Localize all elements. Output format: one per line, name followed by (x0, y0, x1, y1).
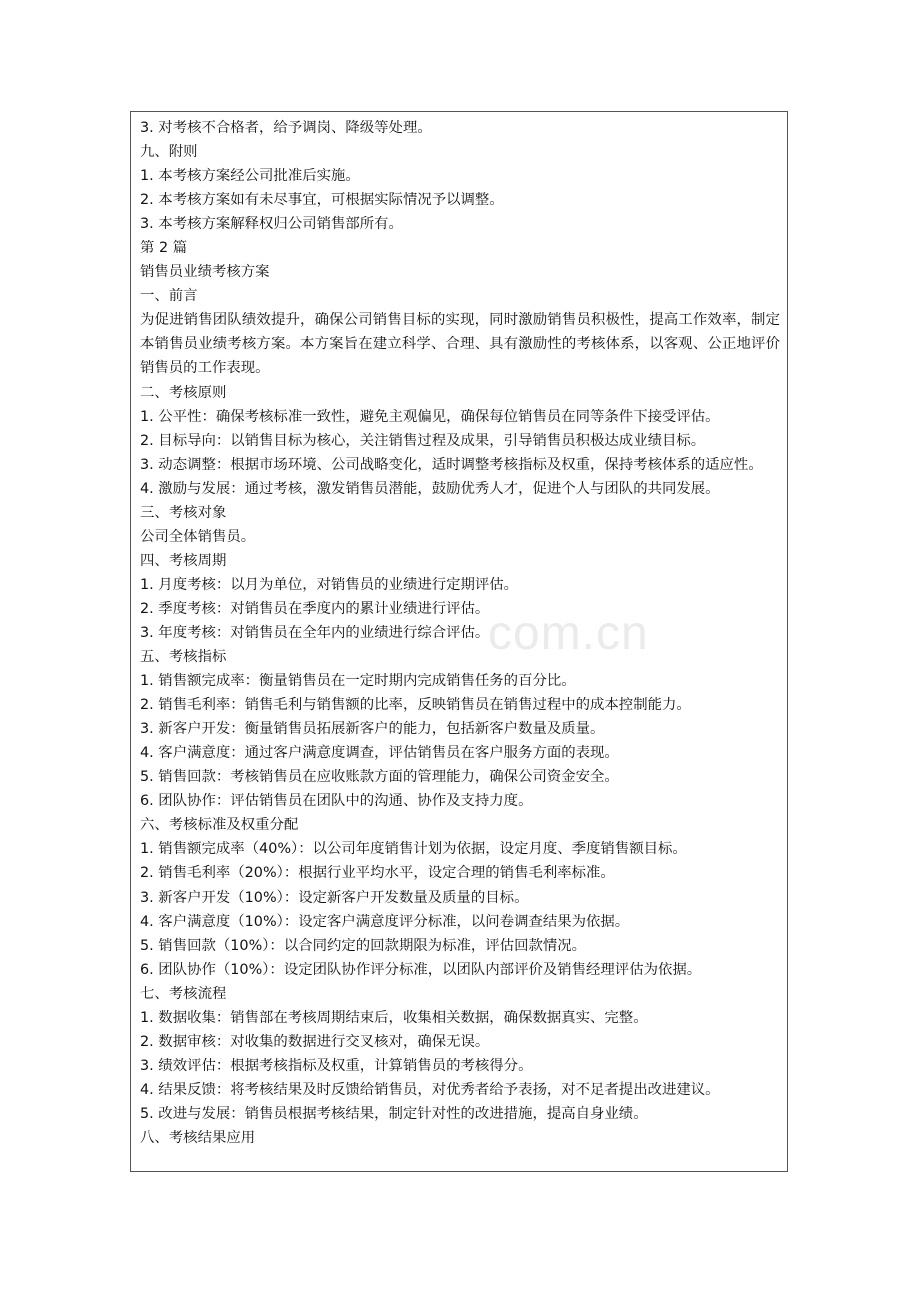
document-title: 销售员业绩考核方案 (140, 264, 270, 281)
text-line: 公司全体销售员。 (140, 528, 256, 545)
text-line: 2. 销售毛利率：销售毛利与销售额的比率，反映销售员在销售过程中的成本控制能力。 (140, 697, 691, 714)
text-line: 4. 客户满意度：通过客户满意度调查，评估销售员在客户服务方面的表现。 (140, 745, 619, 762)
part-number: 第 2 篇 (140, 240, 188, 257)
paragraph: 3. 动态调整：根据市场环境、公司战略变化，适时调整考核指标及权重，保持考核体系的适应性。 (140, 456, 763, 473)
text-line: 2. 目标导向：以销售目标为核心，关注销售过程及成果，引导销售员积极达成业绩目标。 (140, 432, 706, 449)
text-line: 6. 团队协作（10%）：设定团队协作评分标准，以团队内部评价及销售经理评估为依据。 (140, 961, 702, 978)
paragraph: 为促进销售团队绩效提升，确保公司销售目标的实现，同时激励销售员积极性，提高工作效率，制定本销售员业绩考核方案。本方案旨在建立科学、合理、具有激励性的考核体系，以客观、公正地评价销售员的工作表现。 (140, 312, 780, 377)
text-line: 1. 月度考核：以月为单位，对销售员的业绩进行定期评估。 (140, 576, 519, 593)
text-line: 4. 客户满意度（10%）：设定客户满意度评分标准，以问卷调查结果为依据。 (140, 913, 630, 930)
section-heading: 九、附则 (140, 144, 198, 161)
text-line: 1. 销售额完成率：衡量销售员在一定时期内完成销售任务的百分比。 (140, 673, 576, 690)
text-line: 5. 销售回款（10%）：以合同约定的回款期限为标准，评估回款情况。 (140, 937, 587, 954)
section-heading: 三、考核对象 (140, 504, 227, 521)
text-line: 1. 销售额完成率（40%）：以公司年度销售计划为依据，设定月度、季度销售额目标。 (140, 841, 687, 858)
section-heading: 七、考核流程 (140, 985, 227, 1002)
text-line: 3. 绩效评估：根据考核指标及权重，计算销售员的考核得分。 (140, 1057, 533, 1074)
section-heading: 六、考核标准及权重分配 (140, 817, 299, 834)
section-heading: 八、考核结果应用 (140, 1129, 256, 1146)
text-line: 4. 激励与发展：通过考核，激发销售员潜能，鼓励优秀人才，促进个人与团队的共同发展。 (140, 480, 720, 497)
text-line: 5. 改进与发展：销售员根据考核结果，制定针对性的改进措施，提高自身业绩。 (140, 1105, 648, 1122)
text-line: 2. 本考核方案如有未尽事宜，可根据实际情况予以调整。 (140, 192, 504, 209)
text-line: 3. 本考核方案解释权归公司销售部所有。 (140, 216, 403, 233)
document-page (130, 111, 788, 1172)
text-line: 3. 对考核不合格者，给予调岗、降级等处理。 (140, 120, 432, 136)
section-heading: 一、前言 (140, 288, 198, 305)
section-heading: 二、考核原则 (140, 384, 227, 401)
text-line: 6. 团队协作：评估销售员在团队中的沟通、协作及支持力度。 (140, 793, 533, 810)
text-line: 1. 数据收集：销售部在考核周期结束后，收集相关数据，确保数据真实、完整。 (140, 1009, 648, 1026)
text-line: 3. 年度考核：对销售员在全年内的业绩进行综合评估。 (140, 624, 490, 641)
text-line: 2. 数据审核：对收集的数据进行交叉核对，确保无误。 (140, 1033, 490, 1050)
text-line: 1. 公平性：确保考核标准一致性，避免主观偏见，确保每位销售员在同等条件下接受评估。 (140, 408, 720, 425)
text-line: 1. 本考核方案经公司批准后实施。 (140, 168, 360, 185)
section-heading: 五、考核指标 (140, 649, 227, 666)
watermark: com.cn (488, 607, 649, 660)
text-line: 5. 销售回款：考核销售员在应收账款方面的管理能力，确保公司资金安全。 (140, 769, 619, 786)
text-line: 2. 季度考核：对销售员在季度内的累计业绩进行评估。 (140, 600, 490, 617)
text-line: 2. 销售毛利率（20%）：根据行业平均水平，设定合理的销售毛利率标准。 (140, 865, 615, 882)
text-line: 4. 结果反馈：将考核结果及时反馈给销售员，对优秀者给予表扬，对不足者提出改进建议。 (140, 1081, 720, 1098)
text-line: 3. 新客户开发（10%）：设定新客户开发数量及质量的目标。 (140, 889, 529, 906)
section-heading: 四、考核周期 (140, 552, 227, 569)
text-line: 3. 新客户开发：衡量销售员拓展新客户的能力，包括新客户数量及质量。 (140, 721, 605, 738)
